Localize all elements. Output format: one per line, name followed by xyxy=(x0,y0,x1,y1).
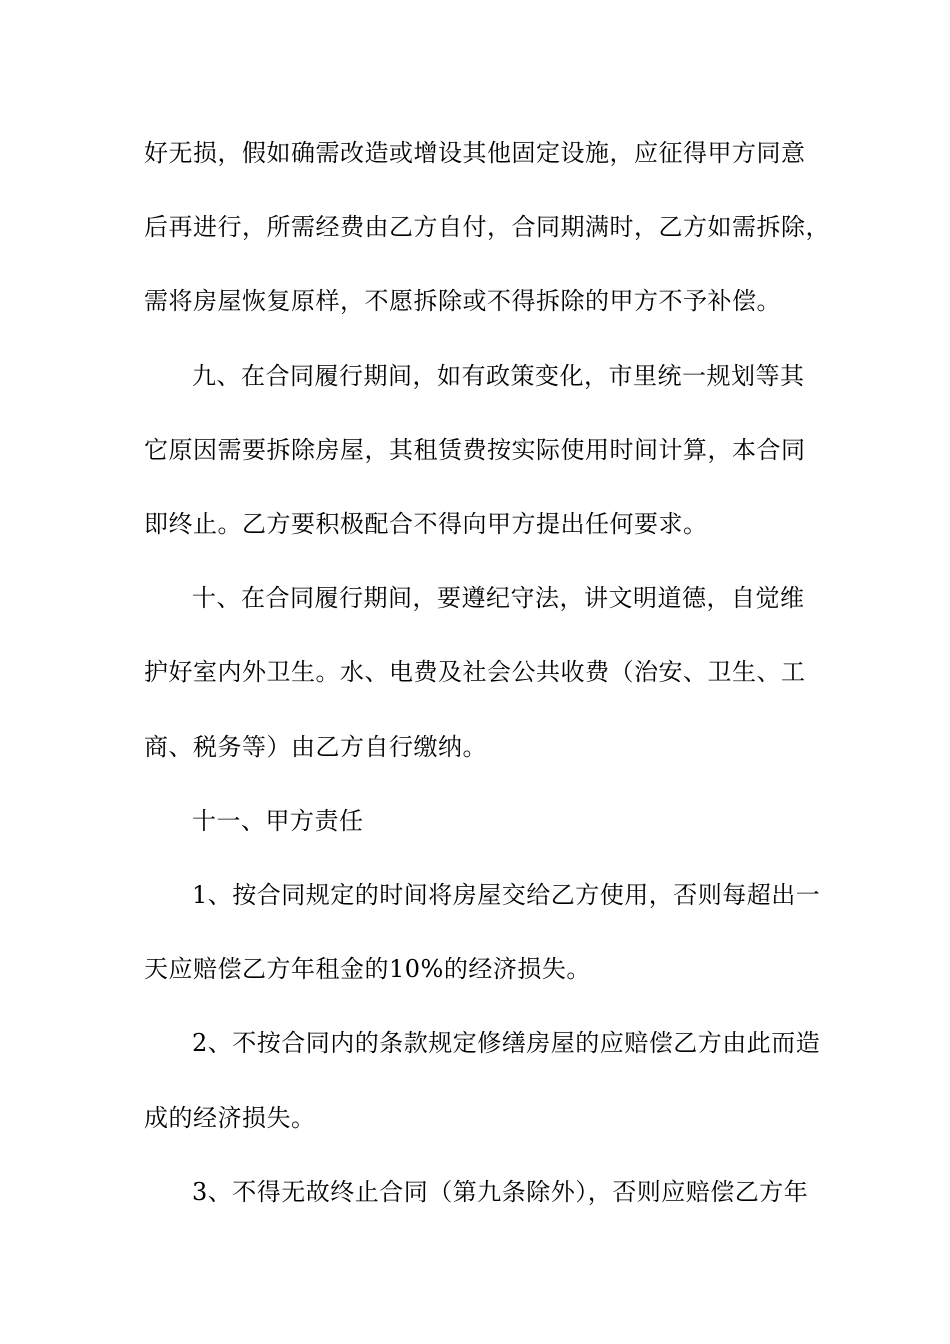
text-line: 商、税务等）由乙方自行缴纳。 xyxy=(144,733,487,761)
text-line: 即终止。乙方要积极配合不得向甲方提出任何要求。 xyxy=(144,510,708,538)
text-line: 它原因需要拆除房屋，其租赁费按实际使用时间计算，本合同 xyxy=(144,436,806,464)
text-line: 3、不得无故终止合同（第九条除外），否则应赔偿乙方年 xyxy=(192,1178,809,1206)
text-line: 护好室内外卫生。水、电费及社会公共收费（治安、卫生、工 xyxy=(144,658,806,686)
text-line: 天应赔偿乙方年租金的10%的经济损失。 xyxy=(144,955,591,983)
text-line: 1、按合同规定的时间将房屋交给乙方使用，否则每超出一 xyxy=(192,881,821,909)
text-line: 需将房屋恢复原样，不愿拆除或不得拆除的甲方不予补偿。 xyxy=(144,287,781,315)
text-line: 成的经济损失。 xyxy=(144,1104,316,1132)
text-line: 九、在合同履行期间，如有政策变化，市里统一规划等其 xyxy=(192,362,805,390)
text-line: 后再进行，所需经费由乙方自付，合同期满时，乙方如需拆除， xyxy=(144,213,830,241)
text-line: 十、在合同履行期间，要遵纪守法，讲文明道德，自觉维 xyxy=(192,584,805,612)
section-heading: 十一、甲方责任 xyxy=(192,807,364,835)
text-line: 2、不按合同内的条款规定修缮房屋的应赔偿乙方由此而造 xyxy=(192,1029,821,1057)
text-line: 好无损，假如确需改造或增设其他固定设施，应征得甲方同意 xyxy=(144,139,806,167)
